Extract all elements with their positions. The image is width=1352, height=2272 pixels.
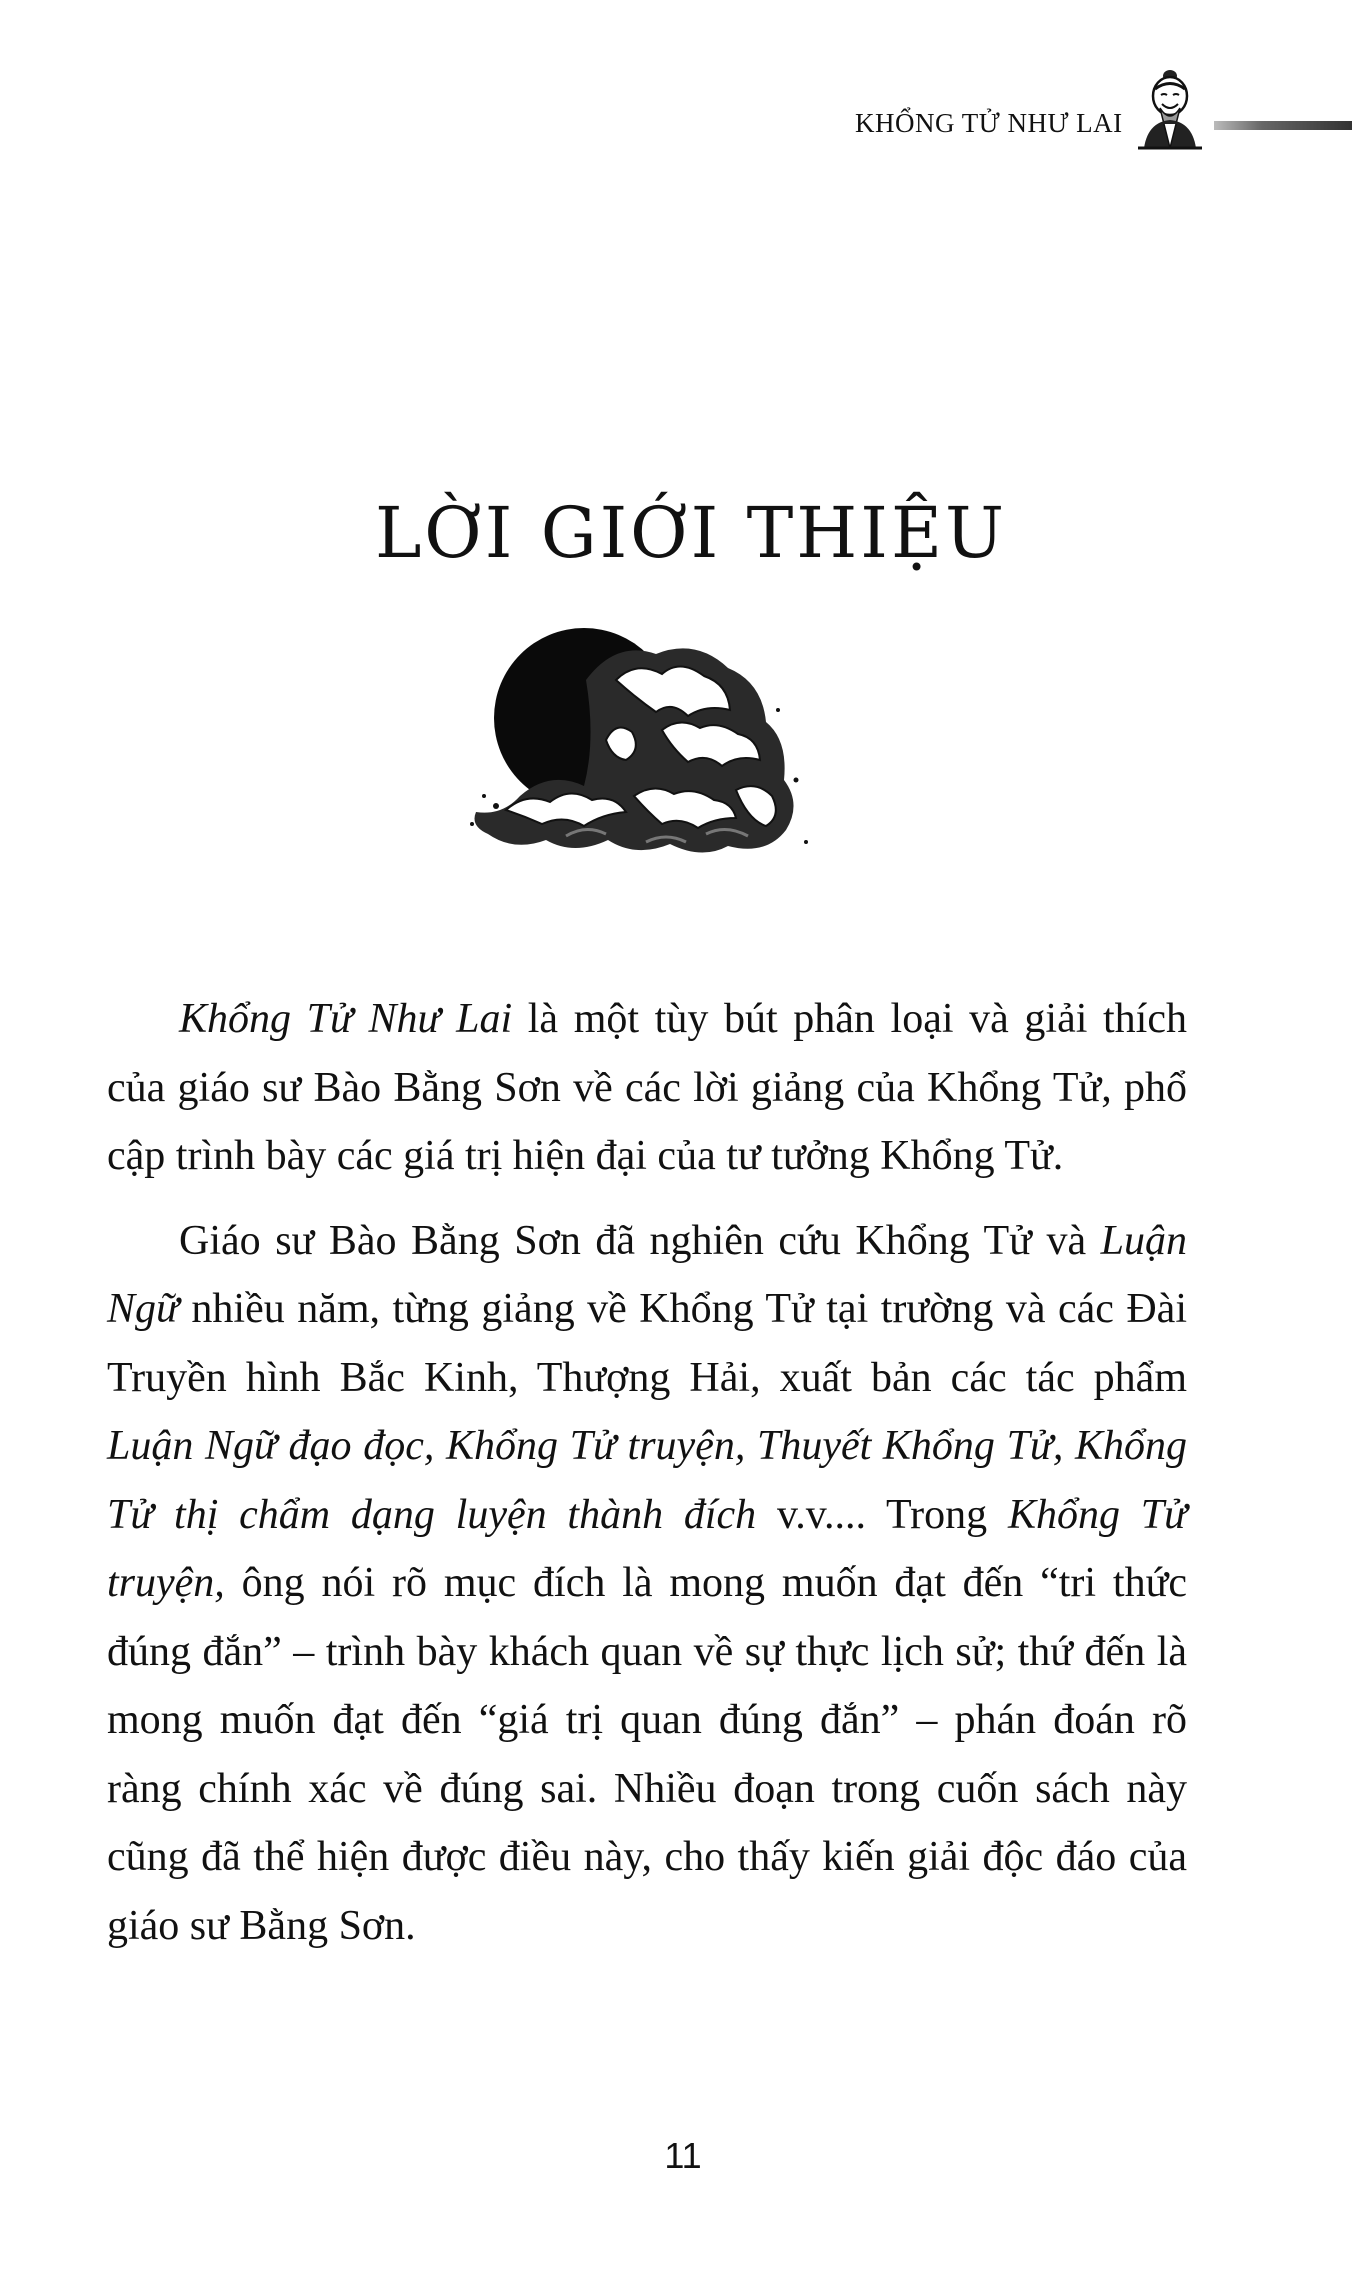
paragraph-1-text: là một tùy bút phân loại và giải thích của giáo sư Bào Bằng Sơn về các lời giảng của Khổng Tử, phổ cập trình bày các giá trị hiện đại của tư tưởng Khổng Tử. xyxy=(107,996,1187,1179)
moon-and-waves-icon xyxy=(466,620,816,860)
paragraph-1 xyxy=(107,985,1187,1191)
header-decorative-rule xyxy=(1214,121,1352,130)
page-title: LỜI GIỚI THIỆU xyxy=(374,491,1008,574)
work-titles-list: Luận Ngữ đạo đọc, Khổng Tử truyện, Thuyết Khổng Tử, Khổng Tử thị chẩm dạng luyện thành đích xyxy=(107,1423,1187,1538)
paragraph-2-text-d: ông nói rõ mục đích là mong muốn đạt đến “tri thức đúng đắn” – trình bày khách quan về sự thực lịch sử; thứ đến là mong muốn đạt đến “giá trị quan đúng đắn” – phán đoán rõ ràng chính xác về đúng sai. Nhiều đoạn trong cuốn sách này cũng đã thể hiện được điều này, cho thấy kiến giải độc đáo của giáo sư Bằng Sơn. xyxy=(107,1560,1187,1949)
introduction-body xyxy=(107,985,1187,1960)
work-title-luan-ngu: Luận Ngữ xyxy=(107,1217,1187,1332)
work-title-khong-tu-truyen: Khổng Tử truyện, xyxy=(107,1491,1188,1606)
book-title-italic: Khổng Tử Như Lai xyxy=(179,996,513,1042)
paragraph-2 xyxy=(107,1207,1187,1961)
page-number: 11 xyxy=(664,2135,702,2176)
paragraph-2-text-b: nhiều năm, từng giảng về Khổng Tử tại trường và các Đài Truyền hình Bắc Kinh, Thượng Hải, xuất bản các tác phẩm xyxy=(107,1286,1187,1401)
paragraph-2-text-a: Giáo sư Bào Bằng Sơn đã nghiên cứu Khổng Tử và xyxy=(179,1217,1101,1264)
paragraph-2-text-c: v.v.... Trong xyxy=(756,1491,1008,1538)
running-header-title: KHỔNG TỬ NHƯ LAI xyxy=(855,108,1123,138)
confucius-portrait-icon xyxy=(1136,62,1204,150)
